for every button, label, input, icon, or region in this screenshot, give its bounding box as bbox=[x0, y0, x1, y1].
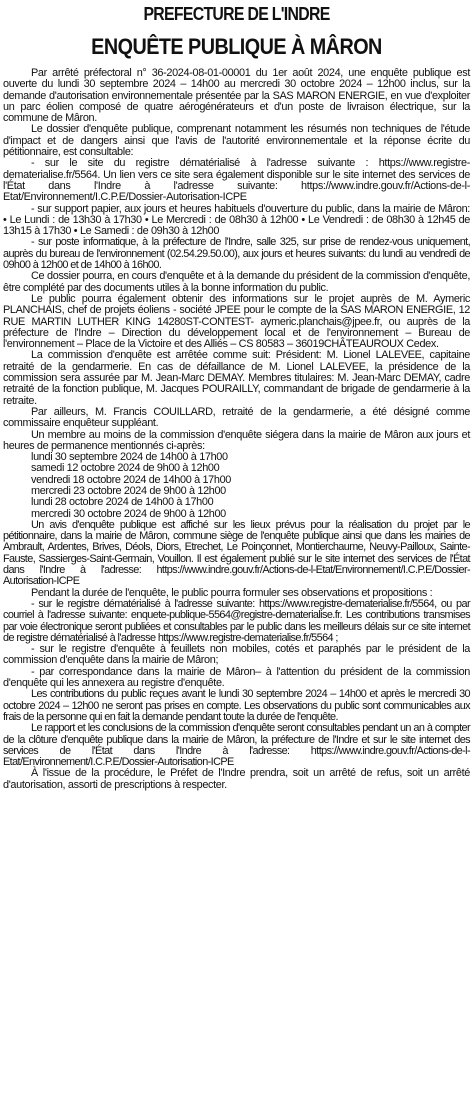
schedule-item: mercredi 23 octobre 2024 de 9h00 à 12h00 bbox=[31, 484, 226, 497]
permanence-schedule bbox=[3, 452, 470, 520]
paragraph-commission: La commission d'enquête est arrêtée comme suit: Président: M. Lionel LALEVEE, capitaine retraité de la gendarmerie. En cas de défaillance de M. Lionel LALEVEE, la présidence de la commission sera assurée par M. Jean-Marc DEMAY. Membres titulaires: M. Jean-Marc DEMAY, cadre retraité de la fonction publique, M. Jacques POURAILLY, commandant de brigade de gendarmerie à la retraite. bbox=[3, 349, 470, 407]
paragraph-decree: Par arrêté préfectoral n° 36-2024-08-01-00001 du 1er août 2024, une enquête publique est ouverte du lundi 30 septembre 2024 – 14h00 au mercredi 30 octobre 2024 – 12h00 inclus, sur la demande d'autorisation environnementale présentée par la SAS MARON ENERGIE, en vue d'exploiter un parc éolien composé de quatre aérogénérateurs et d'un poste de livraison électrique, sur la commune de Mâron. bbox=[3, 67, 470, 125]
schedule-item: lundi 28 octobre 2024 de 14h00 à 17h00 bbox=[31, 496, 214, 509]
schedule-item: samedi 12 octobre 2024 de 9h00 à 12h00 bbox=[31, 462, 220, 475]
prefecture-heading: PREFECTURE DE L'INDRE bbox=[143, 4, 330, 24]
paragraph-computer-station: - sur poste informatique, à la préfecture de l'Indre, salle 325, sur prise de rendez-vous uniquement, auprès du bureau de l'environnement (02.54.29.50.00), aux jours et heures suivants: du lundi au vendredi de 09h00 à 12h00 et de 14h00 à 16h00. bbox=[3, 236, 470, 272]
paragraph-online-registry: - sur le site du registre dématérialisé à l'adresse suivante : https://www.registre-dematerialise.fr/5564. Un lien vers ce site sera également disponible sur le site internet des services de l'État dans l'Indre à l'adresse suivante: https://www.indre.gouv.fr/Actions-de-l-Etat/Environnement/I.C.P.E/Dossier-Autorisation-ICPE bbox=[3, 157, 470, 204]
paragraph-project-info: Le public pourra également obtenir des informations sur le projet auprès de M. Aymeric PLANCHAIS, chef de projets éoliens - société JPEE pour le compte de la SAS MARON ENERGIE, 12 RUE MARTIN LUTHER KING 14280ST-CONTEST- aymeric.planchais@jpee.fr, ou auprès de la préfecture de l'Indre – Direction du développement local et de l'environnement – Bureau de l'environnement – Place de la Victoire et des Alliés – CS 80583 – 36019CHÂTEAUROUX Cedex. bbox=[3, 292, 470, 351]
paragraph-dossier: Le dossier d'enquête publique, comprenant notamment les résumés non techniques de l'étude d'impact et de dangers ainsi que l'avis de l'autorité environnementale et la réponse écrite du pétitionnaire, est consultable: bbox=[3, 123, 470, 159]
paragraph-observations: Pendant la durée de l'enquête, le public pourra formuler ses observations et propositions : bbox=[31, 586, 433, 599]
paragraph-display-notice: Un avis d'enquête publique est affiché sur les lieux prévus pour la réalisation du projet par le pétitionnaire, dans la mairie de Mâron, commune siège de l'enquête publique ainsi que dans les mairies de Ambrault, Ardentes, Brives, Déols, Diors, Etrechet, Le Poinçonnet, Montierchaume, Neuvy-Pailloux, Sainte-Fauste, Sassierges-Saint-Germain, Vouillon. Il est également publié sur le site internet des services de l'État dans l'Indre à l'adresse: https://www.indre.gouv.fr/Actions-de-l-Etat/Environnement/I.C.P.E/Dossier-Autorisation-ICPE bbox=[3, 518, 470, 588]
paragraph-electronic-registry: - sur le registre dématérialisé à l'adresse suivante: https://www.registre-dematerialise.fr/5564, ou par courriel à l'adresse suivante: enquete-publique-5564@registre-dematerialise.fr. Les contributions transmises par voie électronique seront publiées et consultables par le public dans les meilleurs délais sur ce site internet de registre dématérialisé à l'adresse https://www.registre-dematerialise.fr/5564 ; bbox=[3, 597, 470, 644]
paragraph-correspondence: - par correspondance dans la mairie de Mâron– à l'attention du président de la commission d'enquête qui les annexera au registre d'enquête. bbox=[3, 665, 470, 690]
notice-body bbox=[3, 68, 470, 791]
paragraph-decision: À l'issue de la procédure, le Préfet de l'Indre prendra, soit un arrêté de refus, soit un arrêté d'autorisation, assorti de prescriptions à respecter. bbox=[3, 767, 470, 791]
schedule-item: vendredi 18 octobre 2024 de 14h00 à 17h00 bbox=[31, 473, 232, 486]
paragraph-paper-registry: - sur le registre d'enquête à feuillets non mobiles, cotés et paraphés par le président de la commission d'enquête dans la mairie de Mâron; bbox=[3, 643, 470, 667]
paragraph-substitute: Par ailleurs, M. Francis COUILLARD, retraité de la gendarmerie, a été désigné comme commissaire enquêteur suppléant. bbox=[3, 405, 470, 430]
paragraph-dossier-completion: Ce dossier pourra, en cours d'enquête et à la demande du président de la commission d'enquête, être complété par des documents utiles à la bonne information du public. bbox=[3, 270, 470, 294]
schedule-item: lundi 30 septembre 2024 de 14h00 à 17h00 bbox=[31, 451, 228, 464]
paragraph-paper-support: - sur support papier, aux jours et heures habituels d'ouverture du public, dans la mairie de Mâron: • Le Lundi : de 13h30 à 17h30 • Le Mercredi : de 08h30 à 12h00 • Le Vendredi : de 08h30 à 12h45 de 13h15 à 17h30 • Le Samedi : de 09h30 à 12h00 bbox=[3, 202, 470, 238]
paragraph-report: Le rapport et les conclusions de la commission d'enquête seront consultables pendant un an à compter de la clôture d'enquête publique dans la mairie de Mâron, la préfecture de l'Indre et sur le site internet des services de l'État dans l'Indre à l'adresse: https://www.indre.gouv.fr/Actions-de-l-Etat/Environnement/I.C.P.E/Dossier-Autorisation-ICPE bbox=[3, 722, 470, 769]
notice-title: ENQUÊTE PUBLIQUE À MÂRON bbox=[91, 34, 382, 59]
paragraph-permanence: Un membre au moins de la commission d'enquête siégera dans la mairie de Mâron aux jours et heures de permanence mentionnés ci-après: bbox=[3, 428, 470, 452]
schedule-item: mercredi 30 octobre 2024 de 9h00 à 12h00 bbox=[31, 507, 226, 520]
paragraph-contribution-dates: Les contributions du public reçues avant le lundi 30 septembre 2024 – 14h00 et après le mercredi 30 octobre 2024 – 12h00 ne seront pas prises en compte. Les observations du public sont communicables aux frais de la personne qui en fait la demande pendant toute la durée de l'enquête. bbox=[3, 688, 470, 723]
